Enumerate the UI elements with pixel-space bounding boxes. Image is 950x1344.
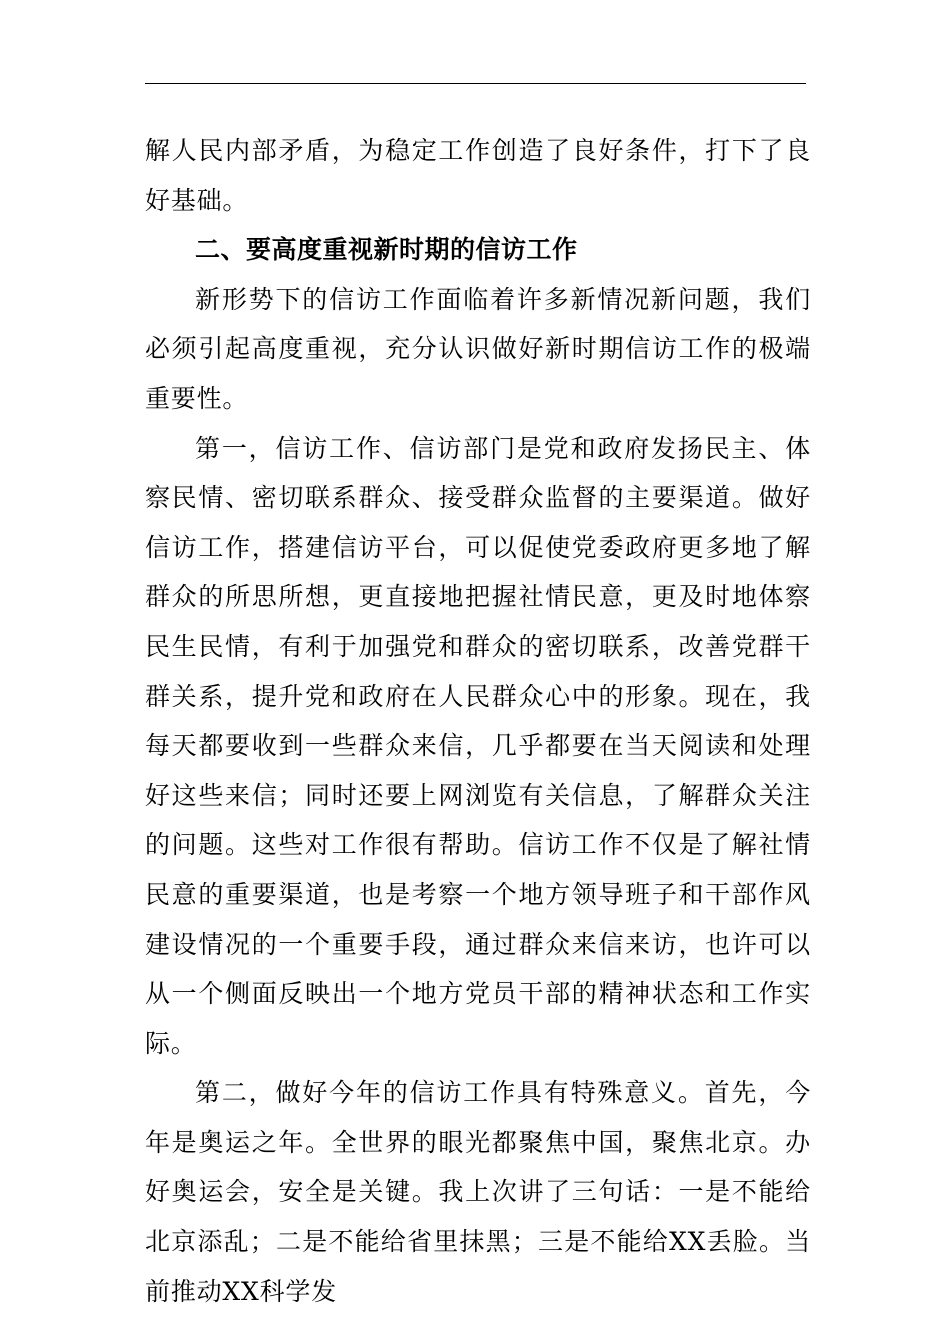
document-body xyxy=(145,126,811,1316)
header-rule xyxy=(145,83,806,84)
paragraph-first-point: 第一，信访工作、信访部门是党和政府发扬民主、体察民情、密切联系群众、接受群众监督的主要渠道。做好信访工作，搭建信访平台，可以促使党委政府更多地了解群众的所思所想，更直接地把握社情民意，更及时地体察民生民情，有利于加强党和群众的密切联系，改善党群干群关系，提升党和政府在人民群众心中的形象。现在，我每天都要收到一些群众来信，几乎都要在当天阅读和处理好这些来信；同时还要上网浏览有关信息，了解群众关注的问题。这些对工作很有帮助。信访工作不仅是了解社情民意的重要渠道，也是考察一个地方领导班子和干部作风建设情况的一个重要手段，通过群众来信来访，也许可以从一个侧面反映出一个地方党员干部的精神状态和工作实际。 xyxy=(145,433,811,1058)
paragraph-intro: 新形势下的信访工作面临着许多新情况新问题，我们必须引起高度重视，充分认识做好新时期信访工作的极端重要性。 xyxy=(145,284,811,413)
section-heading: 二、要高度重视新时期的信访工作 xyxy=(195,235,578,265)
paragraph-second-point: 第二，做好今年的信访工作具有特殊意义。首先，今年是奥运之年。全世界的眼光都聚焦中国，聚焦北京。办好奥运会，安全是关键。我上次讲了三句话：一是不能给北京添乱；二是不能给省里抹黑；三是不能给XX丢脸。当前推动XX科学发 xyxy=(145,1078,811,1306)
paragraph-continuation: 解人民内部矛盾，为稳定工作创造了良好条件，打下了良好基础。 xyxy=(145,136,811,215)
